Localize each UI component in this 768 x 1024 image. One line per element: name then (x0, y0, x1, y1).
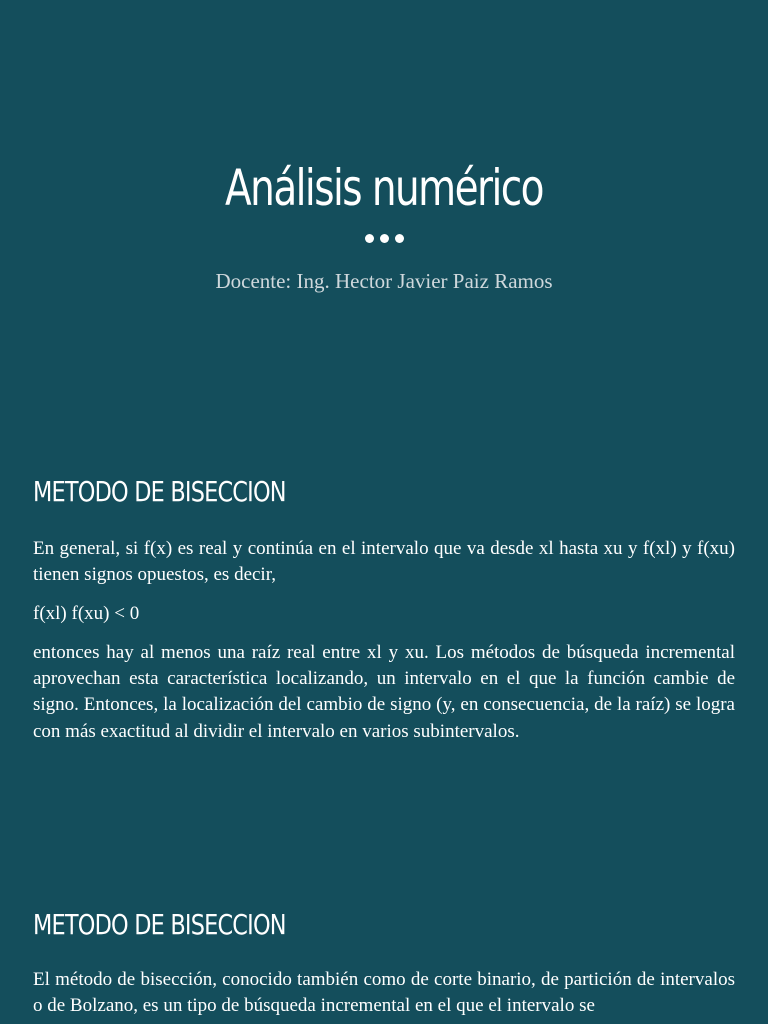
teacher-subtitle: Docente: Ing. Hector Javier Paiz Ramos (215, 269, 553, 293)
paragraph: El método de bisección, conocido también como de corte binario, de partición de intervalos o de Bolzano, es un tipo de búsqueda incremental en el que el intervalo se (33, 969, 735, 1017)
section-biseccion-intro (33, 474, 735, 745)
divider-dot (395, 234, 404, 243)
title-block (0, 150, 768, 295)
formula-line: f(xl) f(xu) < 0 (33, 602, 140, 624)
section-heading: METODO DE BISECCION (33, 475, 286, 508)
paragraph: En general, si f(x) es real y continúa en el intervalo que va desde xl hasta xu y f(xl) y f(xu) tienen signos opuestos, es decir, (33, 538, 735, 586)
divider-dot (380, 234, 389, 243)
section-heading: METODO DE BISECCION (33, 908, 286, 941)
title-divider-dots (0, 234, 768, 243)
section-biseccion-definition (33, 907, 735, 1020)
page-title: Análisis numérico (225, 159, 543, 217)
paragraph: entonces hay al menos una raíz real entre xl y xu. Los métodos de búsqueda incremental aprovechan esta característica localizando, un intervalo en el que la función cambie de signo. Entonces, la localización del cambio de signo (y, en consecuencia, de la raíz) se logra con más exactitud al dividir el intervalo en varios subintervalos. (33, 641, 735, 742)
divider-dot (365, 234, 374, 243)
